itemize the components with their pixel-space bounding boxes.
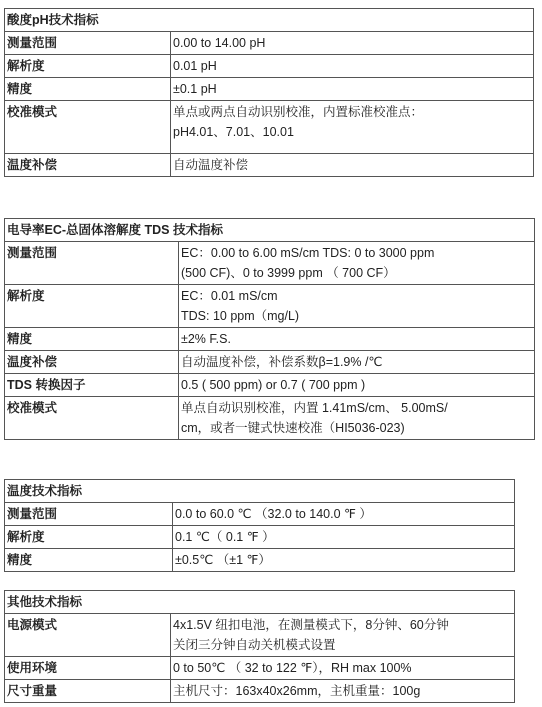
environment-label: 使用环境	[5, 657, 171, 680]
ph-calibration-label: 校准模式	[5, 101, 171, 154]
temp-range-label: 测量范围	[5, 503, 173, 526]
temp-table-title: 温度技术指标	[5, 480, 515, 503]
temp-accuracy-label: 精度	[5, 549, 173, 572]
ec-resolution-value: EC：0.01 mS/cm TDS: 10 ppm（mg/L)	[179, 285, 535, 328]
ph-spec-table	[4, 8, 534, 177]
ec-calibration-value: 单点自动识别校准，内置 1.41mS/cm、 5.00mS/ cm，或者一键式快速校准（HI5036-023)	[179, 397, 535, 440]
temp-resolution-value: 0.1 ℃（ 0.1 ℉ ）	[173, 526, 515, 549]
ph-range-value: 0.00 to 14.00 pH	[171, 32, 534, 55]
ec-temp-comp-label: 温度补偿	[5, 351, 179, 374]
ph-resolution-value: 0.01 pH	[171, 55, 534, 78]
temp-accuracy-value: ±0.5℃ （±1 ℉）	[173, 549, 515, 572]
ph-temp-comp-value: 自动温度补偿	[171, 154, 534, 177]
ec-resolution-label: 解析度	[5, 285, 179, 328]
ph-resolution-label: 解析度	[5, 55, 171, 78]
ec-table-title: 电导率EC-总固体溶解度 TDS 技术指标	[5, 219, 535, 242]
size-weight-label: 尺寸重量	[5, 680, 171, 703]
ec-range-label: 测量范围	[5, 242, 179, 285]
size-weight-value: 主机尺寸：163x40x26mm，主机重量：100g	[171, 680, 515, 703]
ec-accuracy-value: ±2% F.S.	[179, 328, 535, 351]
ec-calibration-label: 校准模式	[5, 397, 179, 440]
ph-table-title: 酸度pH技术指标	[5, 9, 534, 32]
other-spec-table	[4, 590, 515, 703]
ec-tds-spec-table	[4, 218, 535, 440]
other-table-title: 其他技术指标	[5, 591, 515, 614]
ph-range-label: 测量范围	[5, 32, 171, 55]
ec-range-value: EC：0.00 to 6.00 mS/cm TDS: 0 to 3000 ppm (500 CF)、0 to 3999 ppm （ 700 CF）	[179, 242, 535, 285]
tds-factor-value: 0.5 ( 500 ppm) or 0.7 ( 700 ppm )	[179, 374, 535, 397]
environment-value: 0 to 50℃ （ 32 to 122 ℉），RH max 100%	[171, 657, 515, 680]
ec-accuracy-label: 精度	[5, 328, 179, 351]
ph-accuracy-label: 精度	[5, 78, 171, 101]
temperature-spec-table	[4, 479, 515, 572]
temp-range-value: 0.0 to 60.0 ℃ （32.0 to 140.0 ℉ ）	[173, 503, 515, 526]
ph-accuracy-value: ±0.1 pH	[171, 78, 534, 101]
tds-factor-label: TDS 转换因子	[5, 374, 179, 397]
temp-resolution-label: 解析度	[5, 526, 173, 549]
power-label: 电源模式	[5, 614, 171, 657]
ph-temp-comp-label: 温度补偿	[5, 154, 171, 177]
ph-calibration-value: 单点或两点自动识别校准，内置标准校准点： pH4.01、7.01、10.01	[171, 101, 534, 154]
ec-temp-comp-value: 自动温度补偿，补偿系数β=1.9% /℃	[179, 351, 535, 374]
power-value: 4x1.5V 纽扣电池，在测量模式下，8分钟、60分钟 关闭三分钟自动关机模式设置	[171, 614, 515, 657]
